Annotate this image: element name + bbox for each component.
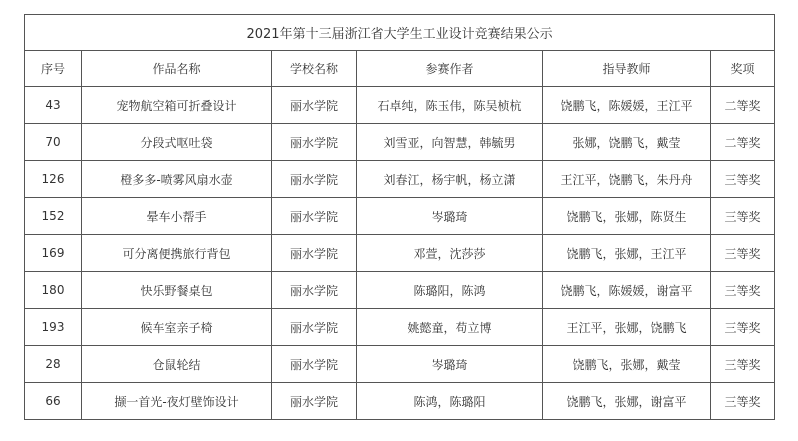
cell-authors: 石卓纯，陈玉伟，陈吴桢杭: [357, 87, 543, 124]
cell-advisors: 饶鹏飞，陈媛媛，王江平: [543, 87, 711, 124]
cell-award: 三等奖: [711, 272, 775, 309]
cell-work-name: 候车室亲子椅: [82, 309, 272, 346]
table-row: [25, 87, 775, 124]
cell-number: 169: [25, 235, 82, 272]
header-school: 学校名称: [272, 51, 357, 87]
cell-school: 丽水学院: [272, 87, 357, 124]
cell-advisors: 饶鹏飞，张娜，王江平: [543, 235, 711, 272]
header-award: 奖项: [711, 51, 775, 87]
cell-advisors: 张娜，饶鹏飞，戴莹: [543, 124, 711, 161]
cell-award: 三等奖: [711, 161, 775, 198]
cell-advisors: 饶鹏飞，张娜，戴莹: [543, 346, 711, 383]
table-row: [25, 235, 775, 272]
cell-work-name: 分段式呕吐袋: [82, 124, 272, 161]
cell-award: 二等奖: [711, 87, 775, 124]
header-authors: 参赛作者: [357, 51, 543, 87]
cell-number: 70: [25, 124, 82, 161]
cell-advisors: 饶鹏飞，张娜，谢富平: [543, 383, 711, 420]
cell-advisors: 饶鹏飞，张娜，陈贤生: [543, 198, 711, 235]
cell-number: 66: [25, 383, 82, 420]
table-row: [25, 383, 775, 420]
cell-award: 三等奖: [711, 346, 775, 383]
header-work-name: 作品名称: [82, 51, 272, 87]
cell-number: 126: [25, 161, 82, 198]
cell-work-name: 可分离便携旅行背包: [82, 235, 272, 272]
table-row: [25, 198, 775, 235]
cell-advisors: 王江平，张娜，饶鹏飞: [543, 309, 711, 346]
cell-award: 三等奖: [711, 309, 775, 346]
cell-number: 152: [25, 198, 82, 235]
table-row: [25, 124, 775, 161]
cell-number: 193: [25, 309, 82, 346]
cell-school: 丽水学院: [272, 161, 357, 198]
cell-school: 丽水学院: [272, 235, 357, 272]
cell-authors: 陈璐阳，陈鸿: [357, 272, 543, 309]
header-advisors: 指导教师: [543, 51, 711, 87]
cell-advisors: 饶鹏飞，陈媛媛，谢富平: [543, 272, 711, 309]
header-number: 序号: [25, 51, 82, 87]
header-row: [25, 51, 775, 87]
table-title: 2021年第十三届浙江省大学生工业设计竞赛结果公示: [25, 15, 775, 51]
cell-award: 三等奖: [711, 383, 775, 420]
cell-work-name: 晕车小帮手: [82, 198, 272, 235]
cell-authors: 陈鸿，陈璐阳: [357, 383, 543, 420]
table-row: [25, 272, 775, 309]
cell-authors: 刘雪亚，向智慧，韩毓男: [357, 124, 543, 161]
cell-award: 二等奖: [711, 124, 775, 161]
cell-work-name: 橙多多-喷雾风扇水壶: [82, 161, 272, 198]
cell-work-name: 宠物航空箱可折叠设计: [82, 87, 272, 124]
cell-school: 丽水学院: [272, 124, 357, 161]
table-row: [25, 346, 775, 383]
cell-advisors: 王江平，饶鹏飞，朱丹舟: [543, 161, 711, 198]
results-table: [24, 14, 775, 420]
cell-award: 三等奖: [711, 198, 775, 235]
table-row: [25, 309, 775, 346]
cell-number: 43: [25, 87, 82, 124]
cell-school: 丽水学院: [272, 383, 357, 420]
cell-authors: 邓萱，沈莎莎: [357, 235, 543, 272]
cell-authors: 岑璐琦: [357, 346, 543, 383]
cell-work-name: 快乐野餐桌包: [82, 272, 272, 309]
cell-school: 丽水学院: [272, 198, 357, 235]
cell-work-name: 仓鼠轮结: [82, 346, 272, 383]
table-row: [25, 161, 775, 198]
cell-authors: 姚懿童，苟立博: [357, 309, 543, 346]
cell-award: 三等奖: [711, 235, 775, 272]
cell-authors: 刘春江，杨宇帆，杨立潇: [357, 161, 543, 198]
cell-school: 丽水学院: [272, 272, 357, 309]
cell-number: 28: [25, 346, 82, 383]
cell-work-name: 撷一首光-夜灯壁饰设计: [82, 383, 272, 420]
cell-school: 丽水学院: [272, 309, 357, 346]
cell-school: 丽水学院: [272, 346, 357, 383]
cell-number: 180: [25, 272, 82, 309]
cell-authors: 岑璐琦: [357, 198, 543, 235]
